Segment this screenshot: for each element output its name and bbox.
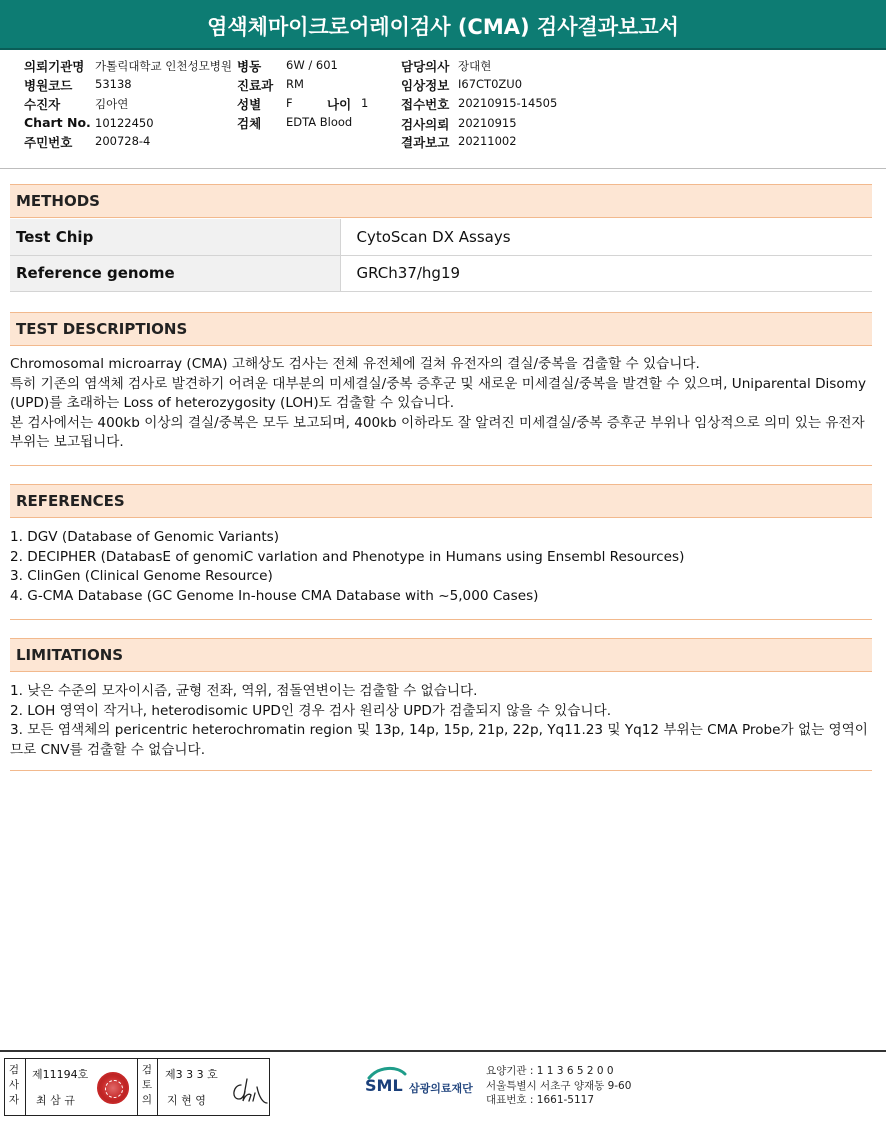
signature-icon	[227, 1077, 269, 1107]
agency-code: 요양기관 : 1 1 3 6 5 2 0 0	[486, 1065, 614, 1077]
methods-value-test-chip: CytoScan DX Assays	[340, 219, 872, 255]
label-hospital-code: 병원코드	[24, 78, 73, 93]
section-divider	[10, 619, 872, 620]
reviewer-label: 검토의	[141, 1064, 153, 1106]
label-patient-name: 수진자	[24, 97, 61, 112]
label-physician: 담당의사	[401, 59, 450, 74]
references-list	[10, 528, 876, 606]
label-receipt-no: 접수번호	[401, 97, 450, 112]
examiner-seal-icon	[97, 1072, 129, 1104]
list-item: 2. DECIPHER (DatabasE of genomiC varIation and Phenotype in Humans using Ensembl Resources)	[10, 548, 685, 565]
examiner-license-no: 제11194호	[32, 1068, 89, 1081]
value-hospital-code: 53138	[95, 77, 132, 91]
signature-box	[4, 1058, 270, 1116]
label-department: 진료과	[237, 78, 274, 93]
list-item: 2. LOH 영역이 작거나, heterodisomic UPD인 경우 검사 원리상 UPD가 검출되지 않을 수 있습니다.	[10, 702, 612, 719]
table-row	[10, 219, 872, 255]
limitations-list	[10, 682, 876, 760]
limitations-heading: LIMITATIONS	[10, 638, 872, 672]
methods-key-test-chip: Test Chip	[10, 219, 340, 255]
list-item: 4. G-CMA Database (GC Genome In-house CMA Database with ~5,000 Cases)	[10, 587, 539, 604]
sml-logo	[365, 1062, 485, 1106]
value-patient-name: 김아연	[95, 97, 129, 111]
label-chart-no: Chart No.	[24, 115, 91, 130]
label-report-date: 결과보고	[401, 135, 450, 150]
description-line: Chromosomal microarray (CMA) 고해상도 검사는 전체 유전체에 걸쳐 유전자의 결실/중복을 검출할 수 있습니다.	[10, 356, 700, 372]
list-item: 3. ClinGen (Clinical Genome Resource)	[10, 568, 273, 584]
sml-logo-text: SML	[365, 1076, 403, 1095]
lab-contact-info	[486, 1064, 631, 1108]
sml-foundation-name: 삼광의료재단	[409, 1082, 473, 1095]
label-resident-no: 주민번호	[24, 135, 73, 150]
methods-key-reference-genome: Reference genome	[10, 255, 340, 291]
test-descriptions-heading: TEST DESCRIPTIONS	[10, 312, 872, 346]
report-footer	[0, 1050, 886, 1122]
value-chart-no: 10122450	[95, 116, 154, 130]
label-specimen: 검체	[237, 116, 262, 131]
lab-phone: 대표번호 : 1661-5117	[486, 1094, 595, 1106]
list-item: 1. DGV (Database of Genomic Variants)	[10, 529, 280, 545]
value-receipt-no: 20210915-14505	[458, 96, 558, 110]
label-sex: 성별	[237, 97, 262, 112]
methods-value-reference-genome: GRCh37/hg19	[340, 255, 872, 291]
value-institution: 가톨릭대학교 인천성모병원	[95, 59, 232, 73]
patient-info-panel	[0, 50, 886, 169]
value-ward: 6W / 601	[286, 58, 338, 72]
value-report-date: 20211002	[458, 134, 517, 148]
list-item: 3. 모든 염색체의 pericentric heterochromatin region 및 13p, 14p, 15p, 21p, 22p, Yq11.23 및 Yq12 부위는 CMA Probe가 없는 영역이므로 CNV를 검출할 수 없습니다.	[10, 722, 868, 758]
list-item: 1. 낮은 수준의 모자이시즘, 균형 전좌, 역위, 점돌연변이는 검출할 수 없습니다.	[10, 683, 478, 699]
label-request-date: 검사의뢰	[401, 117, 450, 132]
lab-address: 서울특별시 서초구 양재동 9-60	[486, 1079, 632, 1092]
label-ward: 병동	[237, 59, 262, 74]
table-row	[10, 255, 872, 291]
label-clinical-info: 임상정보	[401, 78, 450, 93]
value-resident-no: 200728-4	[95, 134, 151, 148]
methods-table	[10, 219, 872, 292]
reviewer-name: 지 현 영	[167, 1094, 206, 1107]
value-physician: 장대현	[458, 59, 492, 73]
methods-heading: METHODS	[10, 184, 872, 218]
examiner-name: 최 삼 규	[36, 1094, 75, 1107]
section-divider	[10, 770, 872, 771]
value-age: 1	[361, 96, 369, 110]
label-age: 나이	[327, 97, 352, 112]
description-line: 특히 기존의 염색체 검사로 발견하기 어려운 대부분의 미세결실/중복 증후군 및 새로운 미세결실/중복을 발견할 수 있으며, Uniparental Disomy (UPD)를 초래하는 Loss of heterozygosity (LOH)도 검출할 수 있습니다.	[10, 375, 866, 411]
report-title: 염색체마이크로어레이검사 (CMA) 검사결과보고서	[0, 0, 886, 50]
references-heading: REFERENCES	[10, 484, 872, 518]
test-descriptions-body	[10, 355, 876, 453]
value-clinical-info: I67CT0ZU0	[458, 77, 523, 91]
examiner-label: 검사자	[8, 1064, 20, 1106]
value-sex: F	[286, 96, 293, 110]
value-request-date: 20210915	[458, 116, 517, 130]
label-institution: 의뢰기관명	[24, 59, 85, 74]
description-line: 본 검사에서는 400kb 이상의 결실/중복은 모두 보고되며, 400kb 이하라도 잘 알려진 미세결실/중복 증후군 부위나 임상적으로 의미 있는 유전자 부위는 보고됩니다.	[10, 414, 865, 450]
reviewer-license-no: 제3 3 3 호	[165, 1068, 218, 1081]
section-divider	[10, 465, 872, 466]
value-department: RM	[286, 77, 304, 91]
value-specimen: EDTA Blood	[286, 115, 353, 129]
